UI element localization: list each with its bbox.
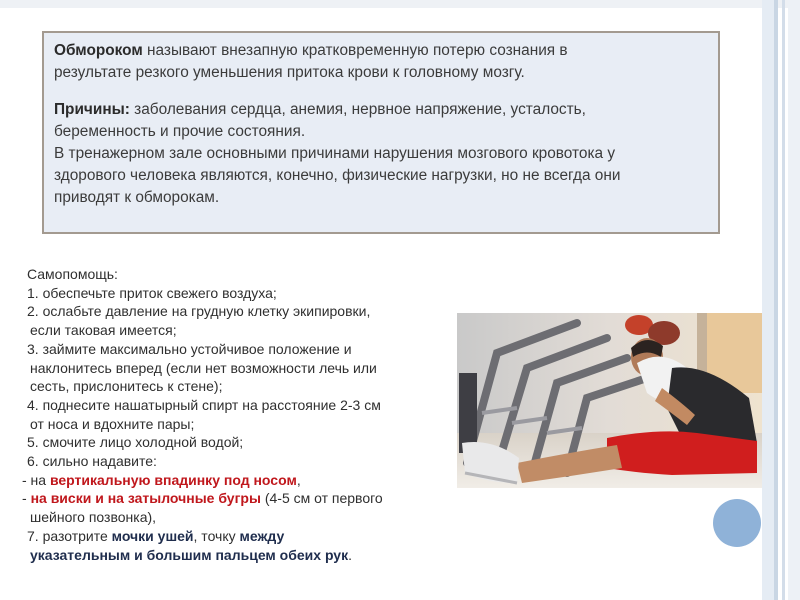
definition-paragraph: Обмороком называют внезапную кратковременную потерю сознания в xyxy=(54,42,568,59)
highlight-red: на затылочные бугры xyxy=(107,490,261,507)
highlight-dark: мочки ушей xyxy=(111,527,194,544)
list-item: шейного позвонка), xyxy=(30,509,157,526)
list-item: 2. ослабьте давление на грудную клетку экипировки, xyxy=(27,303,371,320)
list-item: если таковая имеется; xyxy=(30,322,177,339)
list-item: 6. сильно надавите: xyxy=(27,453,157,470)
list-item: - на вертикальную впадинку под носом, xyxy=(22,471,301,488)
list-item: - на виски и на затылочные бугры (4-5 см от первого xyxy=(22,490,383,507)
list-item: наклонитесь вперед (если нет возможности лечь или xyxy=(30,359,377,376)
highlight-red: на виски xyxy=(30,490,92,507)
highlight-red: вертикальную впадинку под носом xyxy=(49,471,297,488)
slide-top-edge xyxy=(0,0,800,8)
list-item: от носа и вдохните пары; xyxy=(30,415,195,432)
list-item: 3. займите максимально устойчивое положение и xyxy=(27,340,352,357)
self-help-list xyxy=(22,265,447,564)
definition-box: Обмороком называют внезапную кратковременную потерю сознания в результате резкого уменьшения притока крови к головному мозгу. Причины: заболевания сердца, анемия, нервное напряжение, усталость, беременность и прочие состояния. В тренажерном зале основными причинами нарушения мозгового кровотока у здорового человека являются, конечно, физические нагрузки, но не всегда они приводят к обморокам. xyxy=(42,31,720,234)
gym-photo xyxy=(457,313,762,488)
decorative-circle xyxy=(713,499,761,547)
causes-paragraph: Причины: заболевания сердца, анемия, нервное напряжение, усталость, xyxy=(54,101,586,118)
list-item: сесть, прислонитесь к стене); xyxy=(30,378,223,395)
highlight-dark: между xyxy=(239,527,285,544)
definition-term: Обмороком xyxy=(54,42,143,59)
self-help-title: Самопомощь: xyxy=(27,266,118,282)
highlight-dark: указательным и большим пальцем обеих рук xyxy=(30,546,349,563)
list-item: 7. разотрите мочки ушей, точку между xyxy=(27,527,285,544)
side-decoration xyxy=(762,0,800,600)
list-item: 5. смочите лицо холодной водой; xyxy=(27,434,244,451)
causes-label: Причины: xyxy=(54,101,130,118)
list-item: 1. обеспечьте приток свежего воздуха; xyxy=(27,284,277,301)
list-item: 4. поднесите нашатырный спирт на расстояние 2-3 см xyxy=(27,396,381,413)
list-item: указательным и большим пальцем обеих рук. xyxy=(30,546,352,563)
gym-paragraph: В тренажерном зале основными причинами нарушения мозгового кровотока у xyxy=(54,145,616,162)
